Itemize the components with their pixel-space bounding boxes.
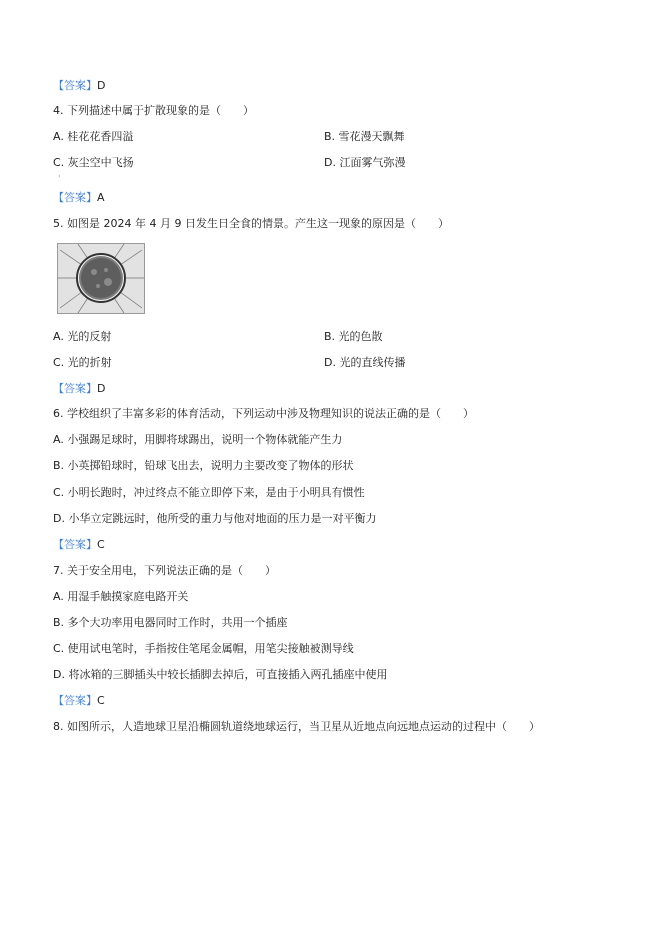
- question-5-stem: 5. 如图是 2024 年 4 月 9 日发生日全食的情景。产生这一现象的原因是（ ）: [53, 217, 449, 230]
- question-4-option-c: C. 灰尘空中飞扬: [53, 156, 134, 169]
- answer-line: [53, 191, 105, 205]
- question-6-option-d: D. 小华立定跳远时，他所受的重力与他对地面的压力是一对平衡力: [53, 512, 377, 525]
- question-6-option-a: A. 小强踢足球时，用脚将球踢出，说明一个物体就能产生力: [53, 433, 343, 446]
- question-7-option-c: C. 使用试电笔时，手指按住笔尾金属帽，用笔尖接触被测导线: [53, 642, 354, 655]
- question-6-stem: 6. 学校组织了丰富多彩的体育活动，下列运动中涉及物理知识的说法正确的是（ ）: [53, 407, 474, 420]
- question-6-option-c: C. 小明长跑时，冲过终点不能立即停下来，是由于小明具有惯性: [53, 486, 365, 499]
- question-5-option-d: D. 光的直线传播: [324, 356, 406, 369]
- question-4-stem: 4. 下列描述中属于扩散现象的是（ ）: [53, 104, 254, 117]
- answer-label: 【答案】: [53, 538, 97, 551]
- answer-line: [53, 382, 105, 396]
- answer-label: 【答案】: [53, 191, 97, 204]
- solar-eclipse-image: [57, 243, 145, 314]
- answer-line: [53, 79, 105, 93]
- question-6-option-b: B. 小英掷铅球时，铅球飞出去，说明力主要改变了物体的形状: [53, 459, 354, 472]
- answer-label: 【答案】: [53, 79, 97, 92]
- question-5-option-a: A. 光的反射: [53, 330, 112, 343]
- question-5-option-b: B. 光的色散: [324, 330, 383, 343]
- question-5-option-c: C. 光的折射: [53, 356, 112, 369]
- question-8-stem: 8. 如图所示，人造地球卫星沿椭圆轨道绕地球运行，当卫星从近地点向远地点运动的过程中（ ）: [53, 720, 540, 733]
- answer-value: C: [97, 694, 105, 707]
- eclipse-icon: [58, 244, 144, 313]
- answer-value: D: [97, 79, 106, 92]
- question-7-stem: 7. 关于安全用电，下列说法正确的是（ ）: [53, 564, 276, 577]
- answer-line: [53, 538, 105, 552]
- answer-value: A: [97, 191, 105, 204]
- answer-line: [53, 694, 105, 708]
- answer-label: 【答案】: [53, 694, 97, 707]
- answer-value: C: [97, 538, 105, 551]
- stray-mark: ·: [58, 172, 61, 181]
- question-4-option-b: B. 雪花漫天飘舞: [324, 130, 405, 143]
- question-7-option-d: D. 将冰箱的三脚插头中较长插脚去掉后，可直接插入两孔插座中使用: [53, 668, 388, 681]
- question-7-option-a: A. 用湿手触摸家庭电路开关: [53, 590, 189, 603]
- answer-label: 【答案】: [53, 382, 97, 395]
- question-4-option-d: D. 江面雾气弥漫: [324, 156, 406, 169]
- question-4-option-a: A. 桂花花香四溢: [53, 130, 134, 143]
- answer-value: D: [97, 382, 106, 395]
- question-7-option-b: B. 多个大功率用电器同时工作时，共用一个插座: [53, 616, 288, 629]
